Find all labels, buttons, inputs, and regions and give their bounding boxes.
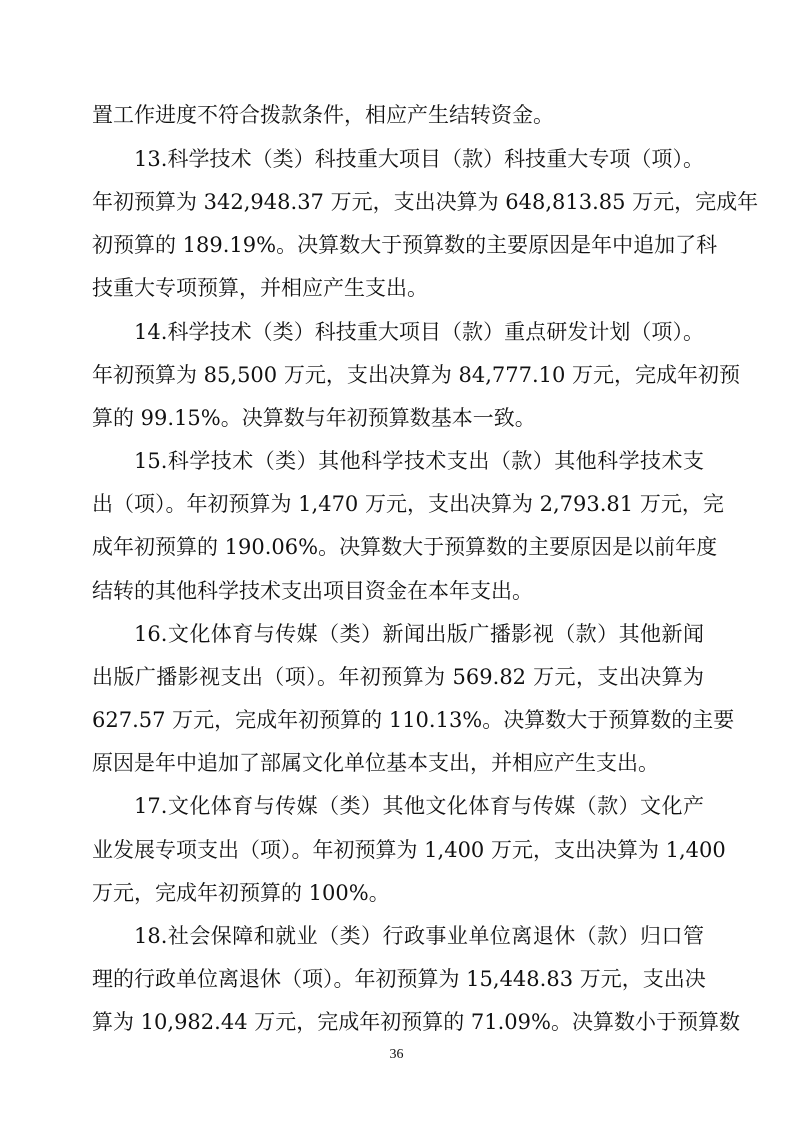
text-line: 16.文化体育与传媒（类）新闻出版广播影视（款）其他新闻	[134, 622, 704, 646]
text-line: 14.科学技术（类）科技重大项目（款）重点研发计划（项）。	[134, 320, 704, 344]
text-line: 理的行政单位离退休（项）。年初预算为 15,448.83 万元，支出决	[92, 967, 706, 991]
text-line: 出（项）。年初预算为 1,470 万元，支出决算为 2,793.81 万元，完	[92, 492, 724, 516]
text-line: 成年初预算的 190.06%。决算数大于预算数的主要原因是以前年度	[92, 535, 718, 559]
text-line: 技重大专项预算，并相应产生支出。	[92, 276, 428, 300]
page-number: 36	[389, 1047, 404, 1062]
text-line: 业发展专项支出（项）。年初预算为 1,400 万元，支出决算为 1,400	[92, 838, 726, 862]
text-line: 万元，完成年初预算的 100%。	[92, 881, 390, 905]
text-line: 初预算的 189.19%。决算数大于预算数的主要原因是年中追加了科	[92, 233, 718, 257]
text-line: 出版广播影视支出（项）。年初预算为 569.82 万元，支出决算为	[92, 665, 704, 689]
text-line: 算为 10,982.44 万元，完成年初预算的 71.09%。决算数小于预算数	[92, 1010, 740, 1034]
text-line: 15.科学技术（类）其他科学技术支出（款）其他科学技术支	[134, 449, 704, 473]
text-line: 17.文化体育与传媒（类）其他文化体育与传媒（款）文化产	[134, 794, 704, 818]
text-line: 年初预算为 342,948.37 万元，支出决算为 648,813.85 万元，完成年	[92, 190, 759, 214]
text-line: 627.57 万元，完成年初预算的 110.13%。决算数大于预算数的主要	[92, 708, 735, 732]
text-line: 算的 99.15%。决算数与年初预算数基本一致。	[92, 406, 536, 430]
text-line: 13.科学技术（类）科技重大项目（款）科技重大专项（项）。	[134, 147, 704, 171]
text-line: 年初预算为 85,500 万元，支出决算为 84,777.10 万元，完成年初预	[92, 363, 741, 387]
text-line: 18.社会保障和就业（类）行政事业单位离退休（款）归口管	[134, 924, 704, 948]
text-line: 原因是年中追加了部属文化单位基本支出，并相应产生支出。	[92, 751, 659, 775]
text-line: 置工作进度不符合拨款条件，相应产生结转资金。	[92, 103, 554, 127]
text-line: 结转的其他科学技术支出项目资金在本年支出。	[92, 579, 533, 603]
